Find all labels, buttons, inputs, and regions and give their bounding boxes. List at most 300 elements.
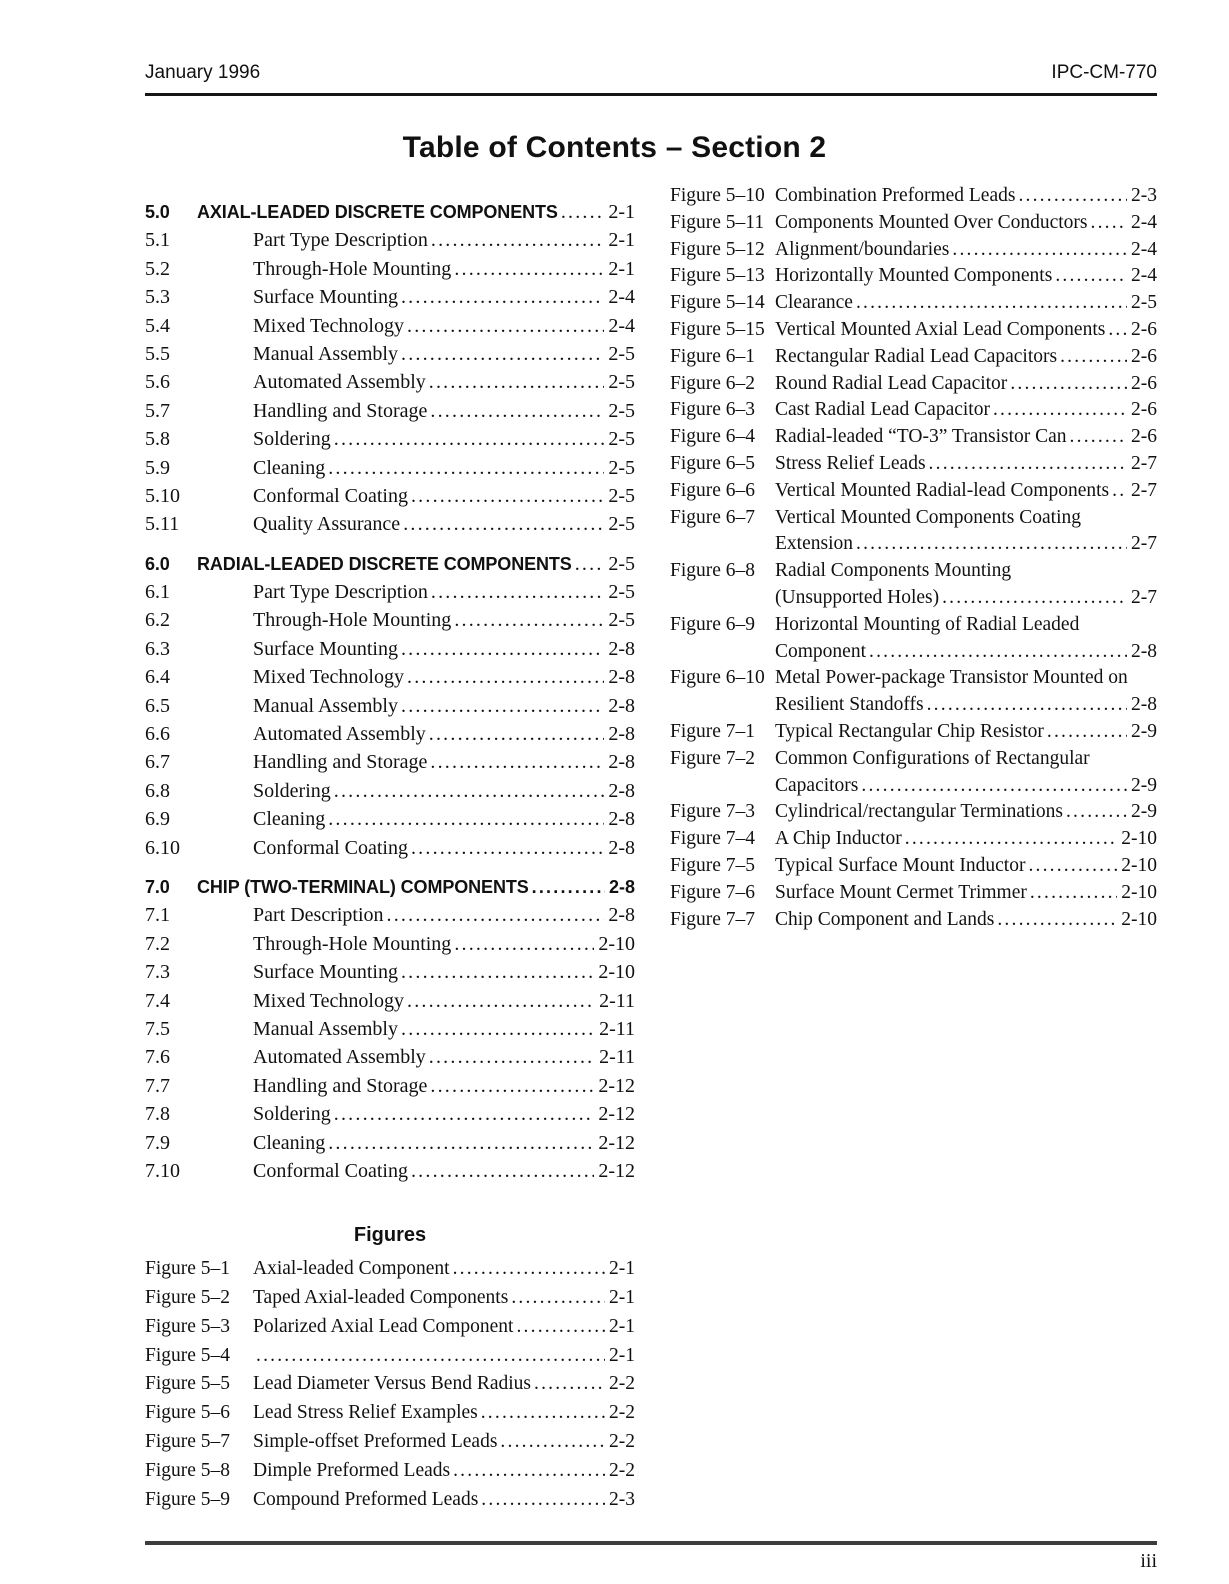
section-list: [145, 198, 635, 1185]
toc-entry: [145, 1043, 635, 1071]
figure-entry: [670, 826, 1157, 853]
section-title: Conformal Coating: [253, 836, 408, 859]
figure-label: Figure 7–5: [670, 854, 756, 876]
toc-entry: [145, 255, 635, 283]
figure-entry: [670, 692, 1157, 719]
page-ref: 2-2: [609, 1459, 635, 1481]
figure-label: Figure 7–6: [670, 881, 756, 903]
toc-entry: [145, 1100, 635, 1128]
page-ref: 2-12: [598, 1074, 635, 1097]
page-ref: 2-10: [1121, 854, 1157, 876]
figure-title: Typical Rectangular Chip Resistor: [775, 720, 1044, 742]
dot-leader: [411, 1157, 594, 1185]
figure-entry: [670, 505, 1157, 532]
toc-entry: [145, 1157, 635, 1185]
dot-leader: [481, 1399, 605, 1428]
dot-leader: [1047, 719, 1127, 746]
figure-entry: [670, 773, 1157, 800]
section-number: 6.5: [145, 694, 170, 717]
section-title: Conformal Coating: [253, 1159, 408, 1182]
dot-leader: [1066, 799, 1127, 826]
section-number: 5.8: [145, 428, 170, 451]
toc-entry: [145, 1072, 635, 1100]
dot-leader: [401, 958, 594, 986]
page-ref: 2-1: [609, 1315, 635, 1337]
toc-entry: [145, 454, 635, 482]
section-number: 6.3: [145, 637, 170, 660]
page-ref: 2-8: [1131, 694, 1157, 716]
section-title: Soldering: [253, 779, 331, 802]
figure-entry: [145, 1399, 635, 1428]
figure-label: Figure 6–8: [670, 560, 756, 582]
figure-title: Cast Radial Lead Capacitor: [775, 399, 990, 421]
figure-title: Radial Components Mounting: [775, 560, 1012, 582]
figure-entry: [145, 1313, 635, 1342]
figure-entry: [145, 1255, 635, 1284]
dot-leader: [1030, 880, 1117, 907]
dot-leader: [431, 578, 604, 606]
figure-entry: [670, 880, 1157, 907]
figure-entry: [670, 397, 1157, 424]
page-ref: 2-4: [608, 314, 635, 337]
page-ref: 2-9: [1131, 720, 1157, 742]
section-title: Through-Hole Mounting: [253, 609, 452, 632]
dot-leader: [401, 635, 604, 663]
figure-title: Radial-leaded “TO-3” Transistor Can: [775, 426, 1067, 448]
dot-leader: [905, 826, 1118, 853]
figure-title: Vertical Mounted Radial-lead Components: [775, 479, 1110, 501]
page-ref: 2-5: [608, 399, 635, 422]
dot-leader: [952, 237, 1127, 264]
page-ref: 2-4: [1131, 238, 1157, 260]
dot-leader: [334, 1100, 595, 1128]
dot-leader: [1091, 210, 1127, 237]
section-number: 5.5: [145, 342, 170, 365]
toc-columns: [145, 187, 1157, 1514]
dot-leader: [430, 748, 604, 776]
toc-entry: [145, 692, 635, 720]
toc-entry: [145, 368, 635, 396]
figure-label: Figure 5–15: [670, 318, 765, 340]
page-ref: 2-5: [608, 513, 635, 536]
section-title: Cleaning: [253, 1131, 326, 1154]
section-title: AXIAL-LEADED DISCRETE COMPONENTS: [197, 202, 558, 222]
figure-title: Chip Component and Lands: [775, 908, 995, 930]
page-ref: 2-3: [1131, 185, 1157, 206]
page-ref: 2-4: [1131, 211, 1157, 233]
dot-leader: [407, 663, 604, 691]
header-doc-id: IPC-CM-770: [1051, 62, 1157, 83]
figure-title: Combination Preformed Leads: [775, 185, 1016, 206]
section-number: 7.7: [145, 1074, 170, 1097]
dot-leader: [430, 1072, 594, 1100]
figure-label: [670, 692, 775, 719]
figure-label: Figure 6–2: [670, 372, 756, 394]
page-ref: 2-11: [599, 1017, 635, 1040]
page-ref: 2-7: [1131, 586, 1157, 608]
section-number: 6.7: [145, 751, 170, 774]
figure-title: Horizontal Mounting of Radial Leaded: [775, 613, 1080, 635]
page-ref: 2-2: [609, 1431, 635, 1453]
figure-entry: [670, 665, 1157, 692]
page-ref: 2-11: [599, 989, 635, 1012]
figure-entry: [670, 424, 1157, 451]
figure-title: Resilient Standoffs: [775, 694, 924, 716]
page-ref: 2-1: [608, 201, 635, 223]
figure-title: Cylindrical/rectangular Terminations: [775, 801, 1063, 823]
figure-entry: [670, 290, 1157, 317]
toc-entry: [145, 550, 635, 578]
toc-entry: [145, 312, 635, 340]
header-date: January 1996: [145, 62, 261, 83]
figure-entry: [670, 237, 1157, 264]
toc-entry: [145, 930, 635, 958]
figure-entry: [145, 1370, 635, 1399]
toc-left-column: [145, 187, 635, 1514]
figure-title: Lead Diameter Versus Bend Radius: [253, 1373, 531, 1395]
dot-leader: [387, 901, 605, 929]
figure-label: [670, 639, 775, 666]
figure-title: Components Mounted Over Conductors: [775, 211, 1088, 233]
section-title: Manual Assembly: [253, 694, 398, 717]
page-ref: 2-3: [609, 1488, 635, 1510]
figure-title: Typical Surface Mount Inductor: [775, 854, 1026, 876]
toc-entry: [145, 226, 635, 254]
section-number: 6.4: [145, 666, 170, 689]
dot-leader: [407, 987, 595, 1015]
figure-entry: [670, 344, 1157, 371]
dot-leader: [516, 1313, 605, 1342]
toc-entry: [145, 873, 635, 901]
page-ref: 2-10: [1121, 881, 1157, 903]
figure-label: [670, 773, 775, 800]
figure-label: Figure 5–7: [145, 1431, 231, 1453]
dot-leader: [429, 1043, 595, 1071]
page-ref: 2-6: [1131, 426, 1157, 448]
figure-label: Figure 5–9: [145, 1488, 231, 1510]
section-title: Cleaning: [253, 456, 326, 479]
figure-label: Figure 7–7: [670, 908, 756, 930]
figure-entry: [670, 853, 1157, 880]
figure-entry: [145, 1486, 635, 1515]
figure-label: Figure 7–2: [670, 747, 756, 769]
toc-entry: [145, 958, 635, 986]
figure-title: Lead Stress Relief Examples: [253, 1402, 478, 1424]
dot-leader: [411, 482, 604, 510]
toc-entry: [145, 1015, 635, 1043]
page-ref: 2-12: [598, 1159, 635, 1182]
page-ref: 2-6: [1131, 399, 1157, 421]
section-number: 7.10: [145, 1159, 180, 1182]
figure-label: Figure 6–10: [670, 667, 765, 689]
page-ref: 2-9: [1131, 801, 1157, 823]
dot-leader: [856, 290, 1127, 317]
dot-leader: [401, 1015, 595, 1043]
dot-leader: [328, 805, 604, 833]
figure-title: Extension: [775, 533, 853, 555]
section-title: Handling and Storage: [253, 399, 428, 422]
figure-entry: [670, 183, 1157, 210]
page-ref: 2-7: [1131, 533, 1157, 555]
section-number: 7.1: [145, 904, 170, 927]
figure-title: Simple-offset Preformed Leads: [253, 1431, 498, 1453]
dot-leader: [575, 550, 605, 578]
dot-leader: [534, 1370, 605, 1399]
section-number: 7.4: [145, 989, 170, 1012]
figure-label: Figure 6–4: [670, 426, 756, 448]
page-ref: 2-1: [609, 1344, 635, 1366]
figure-entry: [670, 531, 1157, 558]
figure-label: Figure 7–3: [670, 801, 756, 823]
toc-entry: [145, 901, 635, 929]
page-ref: 2-1: [608, 229, 635, 252]
toc-entry: [145, 578, 635, 606]
dot-leader: [411, 834, 604, 862]
toc-entry: [145, 283, 635, 311]
page-ref: 2-1: [608, 257, 635, 280]
figure-entry: [670, 719, 1157, 746]
figures-list-left: [145, 1255, 635, 1514]
section-title: Automated Assembly: [253, 723, 426, 746]
figure-label: Figure 6–5: [670, 452, 756, 474]
figure-entry: [670, 585, 1157, 612]
figure-title: Metal Power-package Transistor Mounted on: [775, 667, 1128, 689]
page-ref: 2-5: [608, 609, 635, 632]
figure-label: Figure 5–14: [670, 292, 765, 314]
toc-entry: [145, 805, 635, 833]
dot-leader: [429, 368, 605, 396]
section-title: Conformal Coating: [253, 484, 408, 507]
figure-title: Vertical Mounted Axial Lead Components: [775, 318, 1106, 340]
figure-label: Figure 7–4: [670, 828, 756, 850]
figure-entry: [670, 612, 1157, 639]
figure-title: Component: [775, 640, 866, 662]
dot-leader: [454, 606, 604, 634]
section-title: Handling and Storage: [253, 1074, 428, 1097]
figure-entry: [145, 1284, 635, 1313]
section-title: Soldering: [253, 428, 331, 451]
figure-label: Figure 6–3: [670, 399, 756, 421]
page-ref: 2-5: [608, 581, 635, 604]
figure-entry: [670, 210, 1157, 237]
page-ref: 2-5: [608, 456, 635, 479]
figure-title: Rectangular Radial Lead Capacitors: [775, 345, 1058, 367]
dot-leader: [430, 397, 604, 425]
toc-entry: [145, 340, 635, 368]
section-number: 7.0: [145, 876, 170, 897]
page-ref: 2-12: [598, 1103, 635, 1126]
page-ref: 2-8: [608, 808, 635, 831]
figure-entry: [670, 746, 1157, 773]
dot-leader: [511, 1284, 605, 1313]
section-number: 5.7: [145, 399, 170, 422]
section-number: 5.11: [145, 513, 180, 536]
section-title: Quality Assurance: [253, 513, 401, 536]
dot-leader: [328, 1129, 594, 1157]
section-title: Mixed Technology: [253, 989, 404, 1012]
figure-title: Compound Preformed Leads: [253, 1488, 479, 1510]
page-ref: 2-8: [608, 904, 635, 927]
page-ref: 2-10: [598, 932, 635, 955]
section-title: CHIP (TWO-TERMINAL) COMPONENTS: [197, 876, 529, 897]
figure-entry: [670, 451, 1157, 478]
page-ref: 2-8: [608, 779, 635, 802]
section-number: 6.10: [145, 836, 180, 859]
figure-entry: [670, 799, 1157, 826]
page-ref: 2-6: [1131, 318, 1157, 340]
page-ref: 2-2: [609, 1373, 635, 1395]
figure-title: Clearance: [775, 292, 853, 314]
section-number: 5.3: [145, 286, 170, 309]
figure-title: Capacitors: [775, 774, 859, 796]
toc-entry: [145, 748, 635, 776]
figure-entry: [670, 317, 1157, 344]
dot-leader: [1060, 344, 1127, 371]
section-title: Surface Mounting: [253, 961, 398, 984]
section-title: RADIAL-LEADED DISCRETE COMPONENTS: [197, 553, 572, 574]
figure-label: Figure 7–1: [670, 720, 756, 742]
section-number: 6.0: [145, 553, 170, 574]
section-number: 7.6: [145, 1046, 170, 1069]
figure-label: Figure 5–13: [670, 265, 765, 287]
dot-leader: [328, 454, 604, 482]
figure-title: Surface Mount Cermet Trimmer: [775, 881, 1027, 903]
page-ref: 2-8: [608, 723, 635, 746]
section-number: 7.9: [145, 1131, 170, 1154]
page-ref: 2-1: [609, 1258, 635, 1280]
page-ref: 2-8: [1131, 640, 1157, 662]
dot-leader: [429, 720, 605, 748]
page-ref: 2-7: [1131, 479, 1157, 501]
dot-leader: [256, 1342, 605, 1371]
dot-leader: [481, 1486, 605, 1515]
figure-title: A Chip Inductor: [775, 828, 902, 850]
section-title: Through-Hole Mounting: [253, 257, 452, 280]
dot-leader: [861, 773, 1127, 800]
figure-title: Round Radial Lead Capacitor: [775, 372, 1008, 394]
page-ref: 2-8: [608, 751, 635, 774]
page-ref: 2-5: [608, 552, 635, 575]
figure-entry: [670, 907, 1157, 934]
page-title: Table of Contents – Section 2: [402, 131, 827, 164]
page-ref: 2-5: [608, 484, 635, 507]
dot-leader: [532, 873, 605, 901]
figure-label: Figure 5–12: [670, 238, 765, 260]
toc-entry: [145, 510, 635, 538]
page-ref: 2-12: [598, 1131, 635, 1154]
dot-leader: [1010, 371, 1127, 398]
dot-leader: [856, 531, 1127, 558]
page-ref: 2-7: [1131, 452, 1157, 474]
dot-leader: [942, 585, 1127, 612]
page-ref: 2-6: [1131, 372, 1157, 394]
page-number: iii: [1140, 1550, 1157, 1572]
toc-entry: [145, 987, 635, 1015]
figure-title: Vertical Mounted Components Coating: [775, 506, 1082, 528]
toc-entry: [145, 425, 635, 453]
figure-label: Figure 5–2: [145, 1287, 231, 1309]
figure-label: [670, 531, 775, 558]
dot-leader: [1112, 478, 1127, 505]
dot-leader: [401, 340, 604, 368]
page-footer: [145, 1541, 1157, 1573]
section-number: 5.4: [145, 314, 170, 337]
section-title: Manual Assembly: [253, 1017, 398, 1040]
dot-leader: [500, 1428, 605, 1457]
section-title: Mixed Technology: [253, 666, 404, 689]
dot-leader: [401, 692, 604, 720]
section-number: 6.1: [145, 581, 170, 604]
page-ref: 2-5: [608, 428, 635, 451]
section-number: 5.0: [145, 202, 170, 222]
toc-entry: [145, 635, 635, 663]
section-number: 7.3: [145, 961, 170, 984]
figure-title: (Unsupported Holes): [775, 586, 940, 608]
figure-entry: [145, 1342, 635, 1371]
figure-title: Alignment/boundaries: [775, 238, 950, 260]
dot-leader: [927, 692, 1127, 719]
section-title: Automated Assembly: [253, 371, 426, 394]
dot-leader: [453, 1255, 605, 1284]
figure-title: Horizontally Mounted Components: [775, 265, 1053, 287]
section-number: 7.5: [145, 1017, 170, 1040]
dot-leader: [334, 777, 605, 805]
section-number: 7.8: [145, 1103, 170, 1126]
section-title: Automated Assembly: [253, 1046, 426, 1069]
section-number: 6.8: [145, 779, 170, 802]
page-ref: 2-5: [608, 371, 635, 394]
figure-title: Taped Axial-leaded Components: [253, 1287, 509, 1309]
section-number: 6.6: [145, 723, 170, 746]
page-ref: 2-6: [1131, 345, 1157, 367]
toc-entry: [145, 606, 635, 634]
figure-entry: [670, 371, 1157, 398]
section-title: Soldering: [253, 1103, 331, 1126]
page-ref: 2-8: [608, 694, 635, 717]
dot-leader: [407, 312, 604, 340]
section-number: 6.9: [145, 808, 170, 831]
section-number: 5.10: [145, 484, 180, 507]
toc-entry: [145, 1129, 635, 1157]
page-ref: 2-10: [1121, 828, 1157, 850]
page-ref: 2-2: [609, 1402, 635, 1424]
dot-leader: [454, 930, 594, 958]
page-ref: 2-1: [609, 1287, 635, 1309]
section-title: Part Type Description: [253, 229, 428, 252]
page-ref: 2-8: [608, 836, 635, 859]
figure-label: Figure 6–9: [670, 613, 756, 635]
figure-label: Figure 6–6: [670, 479, 756, 501]
section-title: Part Description: [253, 904, 384, 927]
toc-entry: [145, 663, 635, 691]
dot-leader: [869, 639, 1127, 666]
page-ref: 2-4: [608, 286, 635, 309]
page-ref: 2-10: [598, 961, 635, 984]
toc-entry: [145, 198, 635, 226]
toc-entry: [145, 834, 635, 862]
dot-leader: [1018, 183, 1127, 210]
figures-heading: Figures: [353, 1224, 427, 1247]
figure-entry: [670, 639, 1157, 666]
figure-label: Figure 5–10: [670, 185, 765, 206]
section-number: 5.6: [145, 371, 170, 394]
dot-leader: [993, 397, 1127, 424]
figure-label: Figure 5–3: [145, 1315, 231, 1337]
page-ref: 2-8: [608, 666, 635, 689]
toc-entry: [145, 720, 635, 748]
section-title: Surface Mounting: [253, 637, 398, 660]
figure-label: Figure 5–6: [145, 1402, 231, 1424]
